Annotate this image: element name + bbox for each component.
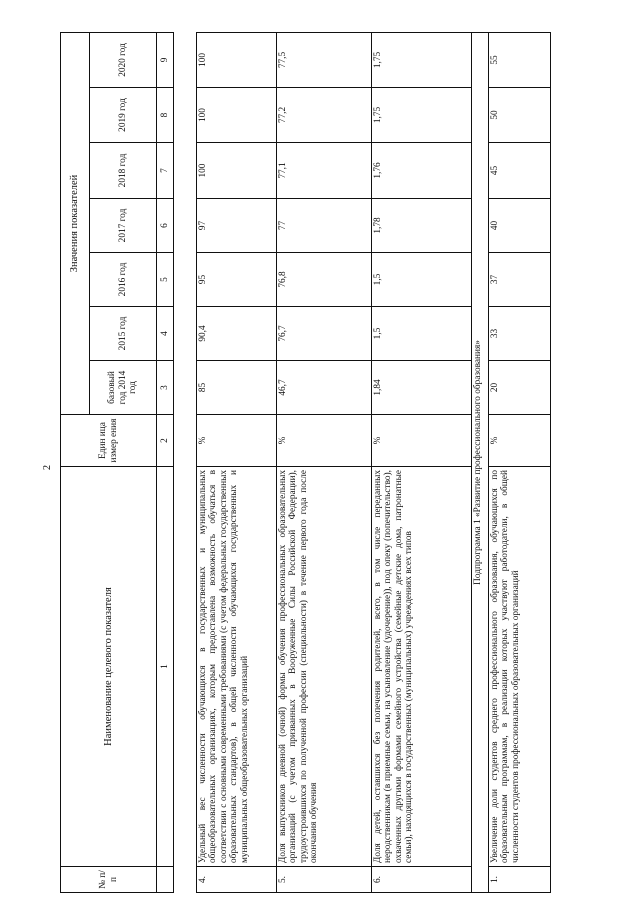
header-year: 2017 год [90, 199, 157, 253]
header-year: 2016 год [90, 253, 157, 307]
header-name: Наименование целевого показателя [61, 467, 157, 867]
header-year: 2018 год [90, 143, 157, 199]
value-cell: 55 [489, 32, 551, 87]
value-cell: 46,7 [277, 361, 372, 415]
value-cell: 1,75 [372, 32, 472, 87]
column-number: 8 [157, 88, 174, 143]
header-year: базовый год 2014 год [90, 361, 157, 415]
subprogram-row [472, 32, 489, 892]
value-cell: 1,76 [372, 143, 472, 199]
value-cell: 50 [489, 88, 551, 143]
column-number [157, 867, 174, 893]
value-cell: 77 [277, 199, 372, 253]
value-cell: 85 [197, 361, 277, 415]
column-number: 7 [157, 143, 174, 199]
value-cell: 100 [197, 88, 277, 143]
value-cell: 20 [489, 361, 551, 415]
column-number: 3 [157, 361, 174, 415]
table-row [277, 32, 372, 892]
value-cell: 45 [489, 143, 551, 199]
indicator-unit: % [372, 415, 472, 467]
value-cell: 1,75 [372, 88, 472, 143]
value-cell: 37 [489, 253, 551, 307]
value-cell: 33 [489, 307, 551, 361]
header-num: № п/п [61, 867, 157, 893]
value-cell: 1,5 [372, 253, 472, 307]
value-cell: 1,78 [372, 199, 472, 253]
header-values-group: Значения показателей [61, 32, 90, 414]
value-cell: 100 [197, 143, 277, 199]
subprogram-title: Подпрограмма 1 «Развитие профессионального образования» [472, 32, 489, 892]
table-row [372, 32, 472, 892]
header-unit: Един ица измер ения [61, 415, 157, 467]
value-cell: 77,1 [277, 143, 372, 199]
indicator-unit: % [489, 415, 551, 467]
header-year: 2020 год [90, 32, 157, 87]
indicator-name: Увеличение доли студентов среднего профессионального образования, обучающихся по образовательным программам, в реализации которых участвуют работодатели, в общей численности студентов профессиональных образовательных организаций [489, 467, 551, 867]
value-cell: 97 [197, 199, 277, 253]
value-cell: 76,7 [277, 307, 372, 361]
column-number: 4 [157, 307, 174, 361]
column-number: 2 [157, 415, 174, 467]
row-number: 5. [277, 867, 372, 893]
column-numbers-row [157, 32, 174, 892]
column-number: 9 [157, 32, 174, 87]
header-year: 2019 год [90, 88, 157, 143]
value-cell: 77,5 [277, 32, 372, 87]
column-number: 1 [157, 467, 174, 867]
value-cell: 1,5 [372, 307, 472, 361]
value-cell: 100 [197, 32, 277, 87]
value-cell: 95 [197, 253, 277, 307]
table-row [197, 32, 277, 892]
indicator-unit: % [277, 415, 372, 467]
column-number: 6 [157, 199, 174, 253]
indicators-table [60, 32, 551, 893]
header-year: 2015 год [90, 307, 157, 361]
indicator-name: Доля детей, оставшихся без попечения родителей, всего, в том числе переданных неродственникам (в приемные семьи, на усыновление (удочерение)), под опеку (попечительство), охваченных другими формами семейного устройства (семейные детские дома, патронатные семьи), находящихся в государственных (муниципальных) учреждениях всех типов [372, 467, 472, 867]
row-number: 4. [197, 867, 277, 893]
row-number: 6. [372, 867, 472, 893]
table-row [489, 32, 551, 892]
indicator-name: Удельный вес численности обучающихся в государственных и муниципальных общеобразовательных организациях, которым предоставлена возможность обучаться в соответствии с основными современными требованиями (с учетом федеральных государственных образовательных стандартов), в общей численности обучающихся государственных и муниципальных общеобразовательных организаций [197, 467, 277, 867]
column-number: 5 [157, 253, 174, 307]
value-cell: 40 [489, 199, 551, 253]
value-cell: 77,2 [277, 88, 372, 143]
indicator-name: Доля выпускников дневной (очной) формы обучения профессиональных образовательных организаций (с учетом призванных в Вооруженные Силы Российской Федерации), трудоустроившихся по полученной профессии (специальности) в течение первого года после окончания обучения [277, 467, 372, 867]
value-cell: 76,8 [277, 253, 372, 307]
table-gap [174, 32, 197, 892]
value-cell: 1,84 [372, 361, 472, 415]
value-cell: 90,4 [197, 307, 277, 361]
indicator-unit: % [197, 415, 277, 467]
row-number: 1. [489, 867, 551, 893]
rotated-table-page [60, 33, 620, 893]
page-number: 2 [42, 465, 53, 470]
